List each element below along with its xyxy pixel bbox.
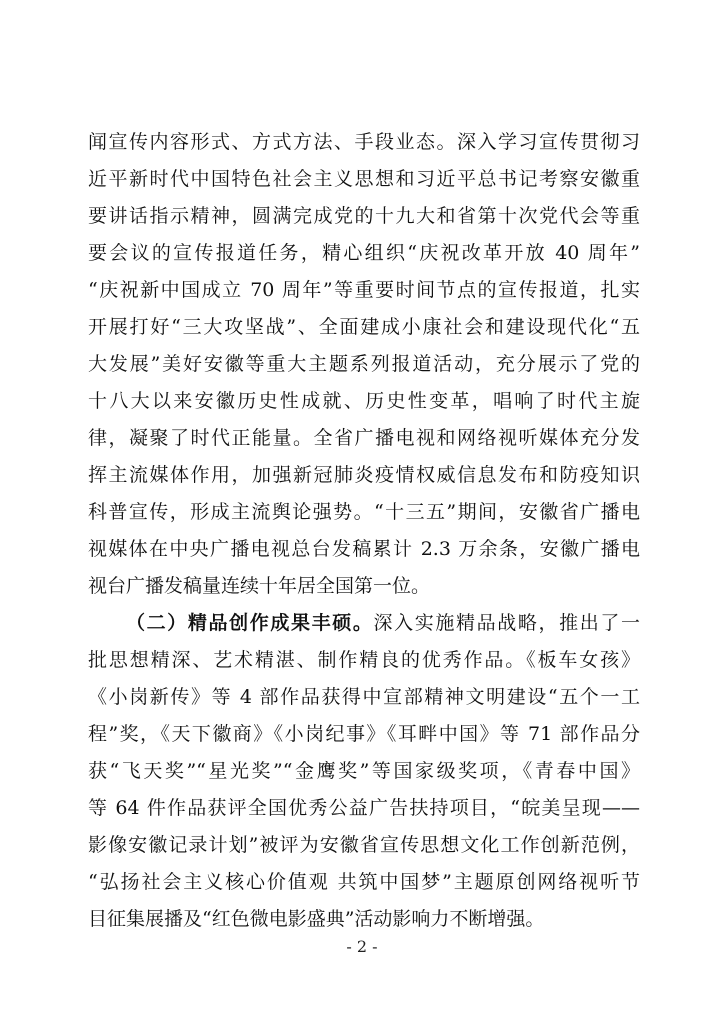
body-text-line: 科普宣传，形成主流舆论强势。“十三五”期间，安徽省广播电 [88,501,640,523]
body-text-line: 近平新时代中国特色社会主义思想和习近平总书记考察安徽重 [88,168,640,190]
body-text-line: “弘扬社会主义核心价值观 共筑中国梦”主题原创网络视听节 [88,871,640,893]
body-text-line: 视媒体在中央广播电视总台发稿累计 2.3 万余条，安徽广播电 [88,538,640,560]
body-text-line: 律，凝聚了时代正能量。全省广播电视和网络视听媒体充分发 [88,427,640,449]
page-number: - 2 - [346,937,378,956]
body-text-line: 等 64 件作品获评全国优秀公益广告扶持项目，“皖美呈现—— [88,797,640,819]
body-text-line: 视台广播发稿量连续十年居全国第一位。 [88,575,431,597]
body-text-line: 要讲话指示精神，圆满完成党的十九大和省第十次党代会等重 [88,205,640,227]
body-text-line: 目征集展播及“红色微电影盛典”活动影响力不断增强。 [88,908,545,930]
body-text-line: 十八大以来安徽历史性成就、历史性变革，唱响了时代主旋 [88,390,640,412]
section-first-line [126,610,640,636]
section-heading: （二）精品创作成果丰硕。 [126,612,374,634]
body-text-line: 开展打好“三大攻坚战”、全面建成小康社会和建设现代化“五 [88,316,640,338]
body-text-line: 批思想精深、艺术精湛、制作精良的优秀作品。《板车女孩》 [88,649,640,671]
body-text-line: 获“飞天奖”“星光奖”“金鹰奖”等国家级奖项，《青春中国》 [88,760,640,782]
body-text-line: 闻宣传内容形式、方式方法、手段业态。深入学习宣传贯彻习 [88,131,640,153]
section-first-line-text: 深入实施精品战略，推出了一 [373,612,640,634]
body-text-line: 程”奖，《天下徽商》《小岗纪事》《耳畔中国》等 71 部作品分 [88,723,640,745]
body-text-line: 影像安徽记录计划”被评为安徽省宣传思想文化工作创新范例， [88,834,640,856]
body-text-line: 挥主流媒体作用，加强新冠肺炎疫情权威信息发布和防疫知识 [88,464,640,486]
body-text-line: 大发展”美好安徽等重大主题系列报道活动，充分展示了党的 [88,353,640,375]
body-text-line: 《小岗新传》等 4 部作品获得中宣部精神文明建设“五个一工 [88,686,640,708]
body-text-line: “庆祝新中国成立 70 周年”等重要时间节点的宣传报道，扎实 [88,279,640,301]
body-text-line: 要会议的宣传报道任务，精心组织“庆祝改革开放 40 周年” [88,242,640,264]
